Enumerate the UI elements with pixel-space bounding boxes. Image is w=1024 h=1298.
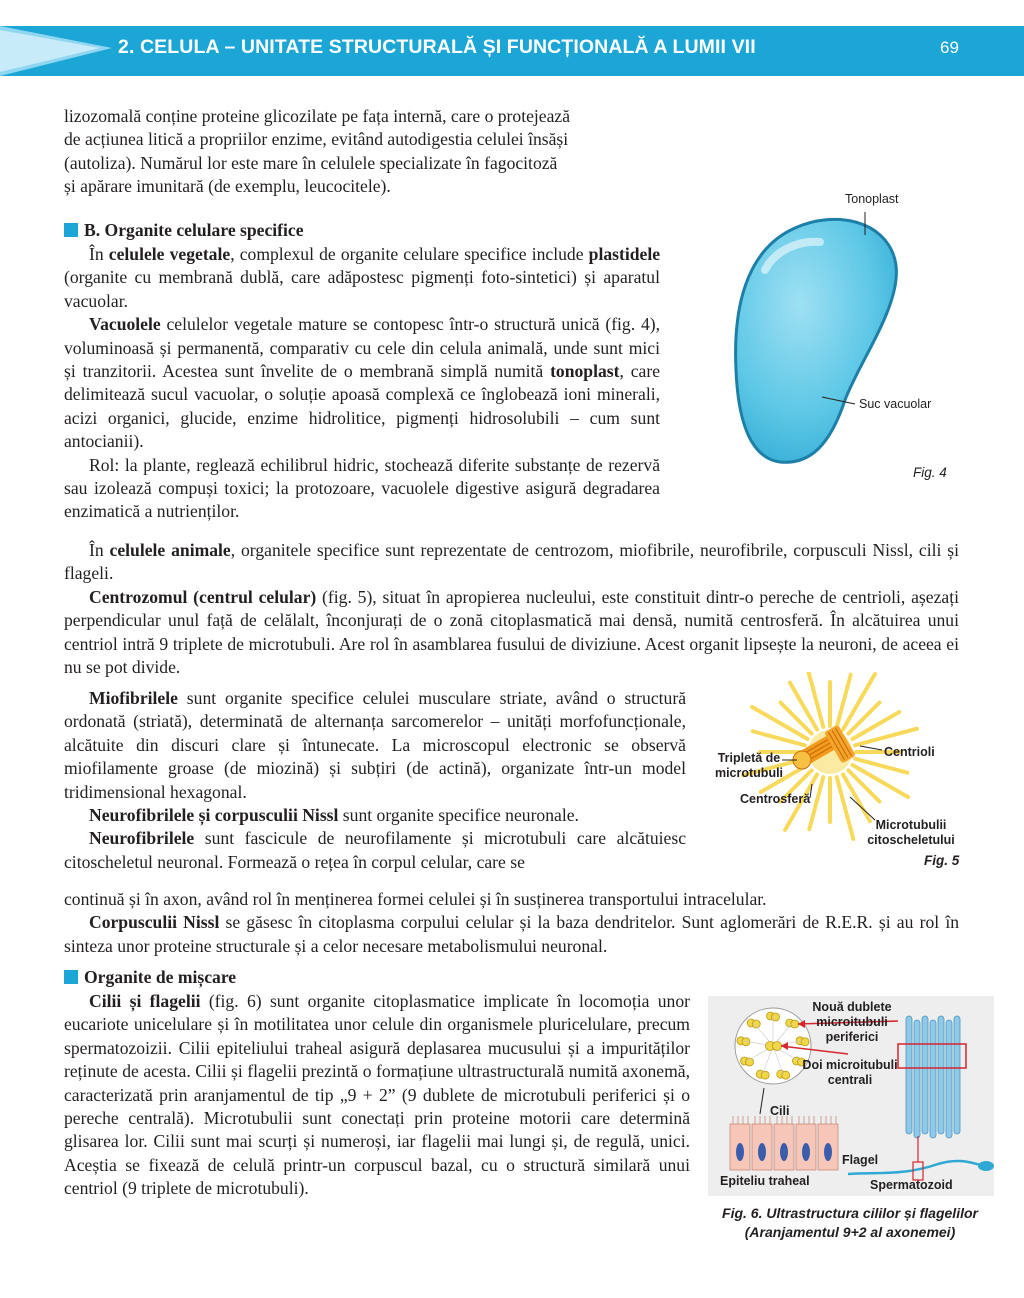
fig5-number: Fig. 5: [924, 853, 960, 868]
fig5-label-centrosphere: Centrosferă: [740, 792, 811, 806]
section-b-full-column: [64, 539, 959, 679]
paragraph-neurofibrils: Neurofibrilele sunt fascicule de neurofilamente și microtubuli care alcătuiesc citoscheletul neuronal. Formează o rețea în corpul celular, care se: [64, 828, 686, 872]
fig5-label-centrioles: Centrioli: [884, 745, 935, 759]
fig6-label-nine-doublets: Nouă dublete microitubuli periferici: [812, 1000, 892, 1044]
page-number: 69: [940, 38, 959, 57]
section-b-title: B. Organite celulare specifice: [84, 220, 304, 240]
microtubule-ray: [848, 770, 879, 801]
intro-line-2: de acțiunea litică a propriilor enzime, evitând autodigestia celulei însăși: [64, 129, 569, 150]
section-marker-icon: [64, 970, 78, 984]
axoneme-tubule: [914, 1020, 920, 1138]
fig6-caption: [700, 1204, 1000, 1242]
section-b-narrow-column: [64, 243, 660, 524]
epithelial-cell: [730, 1116, 750, 1170]
fig6-caption-line-1: Fig. 6. Ultrastructura cililor și flagelilor: [722, 1205, 978, 1221]
fig6-label-cilia: Cili: [770, 1104, 790, 1118]
paragraph-plant-cells: În celulele vegetale, complexul de organite celulare specifice include plastidele (organite cu membrană dublă, care adăpostesc pigmenți foto-sintetici) și aparatul vacuolar.: [64, 244, 661, 311]
fig4-label-vacuolar-sap: Suc vacuolar: [859, 397, 932, 411]
epithelial-cell: [752, 1116, 772, 1170]
fig6-caption-line-2: (Aranjamentul 9+2 al axonemei): [744, 1224, 956, 1240]
fig6-label-tracheal-epithelium: Epiteliu traheal: [720, 1174, 810, 1188]
paragraph-vacuole-role: Rol: la plante, reglează echilibrul hidric, stochează diferite substanțe de rezervă sau izolează compuși toxici; la protozoare, vacuolele digestive asigură degradarea enzimatică a nutrienților.: [64, 454, 660, 522]
axoneme-tubule: [946, 1020, 952, 1138]
neurofibril-continuation: [64, 888, 959, 958]
paragraph-vacuoles: Vacuolele celulelor vegetale mature se contopesc într-o structură unică (fig. 4), voluminoasă și permanentă, comparativ cu cele din celula animală, unde sunt mici și tranzitorii. Acestea sunt învelite de o membrană simplă numită tonoplast, care delimitează sucul vacuolar, o soluție apoasă complexă ce înglobează ioni minerali, acizi organici, glucide, enzime hidrolitice, pigmenți hidrosolubili – cum sunt antocianii).: [64, 314, 661, 452]
axoneme-tubule: [930, 1020, 936, 1138]
fig6-label-flagellum: Flagel: [842, 1153, 879, 1167]
intro-line-4: și apărare imunitară (de exemplu, leucocitele).: [64, 176, 391, 197]
paragraph-neurofibrils-nissl: Neurofibrilele și corpusculii Nissl sunt organite specifice neuronale.: [89, 805, 579, 826]
section-b-heading: [64, 219, 660, 242]
section-marker-icon: [64, 223, 78, 237]
paragraph-animal-cells: În celulele animale, organitele specifice sunt reprezentate de centrozom, miofibrile, neurofibrile, corpusculi Nissl, cili și flageli.: [64, 540, 960, 584]
epithelial-cell: [796, 1116, 816, 1170]
paragraph-neurofibrils-end: continuă și în axon, având rol în menținerea formei celulei și în susținerea transportului intracelular.: [64, 889, 767, 909]
fig5-label-microtubules: Microtubulii citoscheletului: [867, 818, 955, 847]
intro-line-1: lizozomală conține proteine glicozilate pe fața internă, care o protejează: [64, 106, 571, 126]
axoneme-tubule: [906, 1016, 912, 1134]
myofibril-narrow-column: [64, 687, 686, 874]
fig6-label-two-central: Doi microitubuli centrali: [802, 1058, 898, 1087]
microtubule-ray: [848, 703, 879, 734]
axoneme-tubule: [954, 1016, 960, 1134]
microtubule-ray: [781, 703, 812, 734]
header-arrow-icon: [0, 26, 130, 76]
paragraph-myofibrils: Miofibrilele sunt organite specifice celulei musculare striate, având o structură ordonată (striată), determinată de alternanța sarcomerelor – unități morfofuncționale, alcătuite din discuri clare și întunecate. La microscopul electronic se observă miofilamente groase (de miozină) și subțiri (de actină), organizate într-un model tridimensional hexagonal.: [64, 688, 686, 802]
section-motion-column: [64, 990, 690, 1201]
vacuole-illustration: [700, 200, 980, 480]
fig6-label-spermatozoid: Spermatozoid: [870, 1178, 953, 1192]
intro-line-3: (autoliza). Numărul lor este mare în celulele specializate în fagocitoză: [64, 152, 558, 173]
intro-paragraph: [64, 105, 660, 199]
section-motion-title: Organite de mișcare: [84, 967, 237, 987]
section-motion-heading: [64, 966, 686, 989]
fig5-label-triplet: Tripletă de microtubuli: [714, 751, 784, 780]
epithelial-cell: [774, 1116, 794, 1170]
axoneme-tubule: [938, 1016, 944, 1134]
fig4-label-tonoplast: Tonoplast: [845, 192, 899, 206]
paragraph-cilia-flagella: Cilii și flagelii (fig. 6) sunt organite citoplasmatice implicate în locomoția unor eucariote unicelulare și în motilitatea unor celule din organismele pluricelulare, precum spermatozoizii. Cilii epiteliului traheal asigură deplasarea mucusului și a impurităților reținute de acesta. Cilii și flagelii prezintă o formațiune ultrastructurală numită axonemă, caracterizată prin aranjamentul de tip „9 + 2” (9 dublete de microtubuli periferici și o pereche centrală). Microtubulii sunt conectați prin proteine motorii care determină glisarea lor. Cilii sunt mai scurți și numeroși, iar flagelii mai lungi și, de regulă, unici. Aceștia se fixează de celulă printr-un corpuscul bazal, cu o structură similară unui centriol (9 triplete de microtubuli).: [64, 991, 690, 1199]
axoneme-tubule: [922, 1016, 928, 1134]
paragraph-centrosome: Centrozomul (centrul celular) (fig. 5), situat în apropierea nucleului, este constituit dintr-o pereche de centrioli, așezați perpendicular unul față de celălalt, înconjurați de o zonă citoplasmatică mai densă, numită centrosferă. În alcătuirea unui centriol intră 9 triplete de microtubuli. Are rol în asamblarea fusului de diviziune. Acest organit lipsește la neuroni, de aceea ei nu se pot divide.: [64, 586, 959, 678]
epithelial-cell: [818, 1116, 838, 1170]
paragraph-nissl: Corpusculii Nissl se găsesc în citoplasma corpului celular și la baza dendritelor. Sunt aglomerări de R.E.R. și au rol în sinteza unor proteine structurale și a celor necesare metabolismului neuronal.: [64, 912, 960, 956]
fig4-number: Fig. 4: [913, 465, 947, 480]
chapter-title: 2. CELULA – UNITATE STRUCTURALĂ ȘI FUNCȚIONALĂ A LUMII VII: [118, 36, 756, 58]
